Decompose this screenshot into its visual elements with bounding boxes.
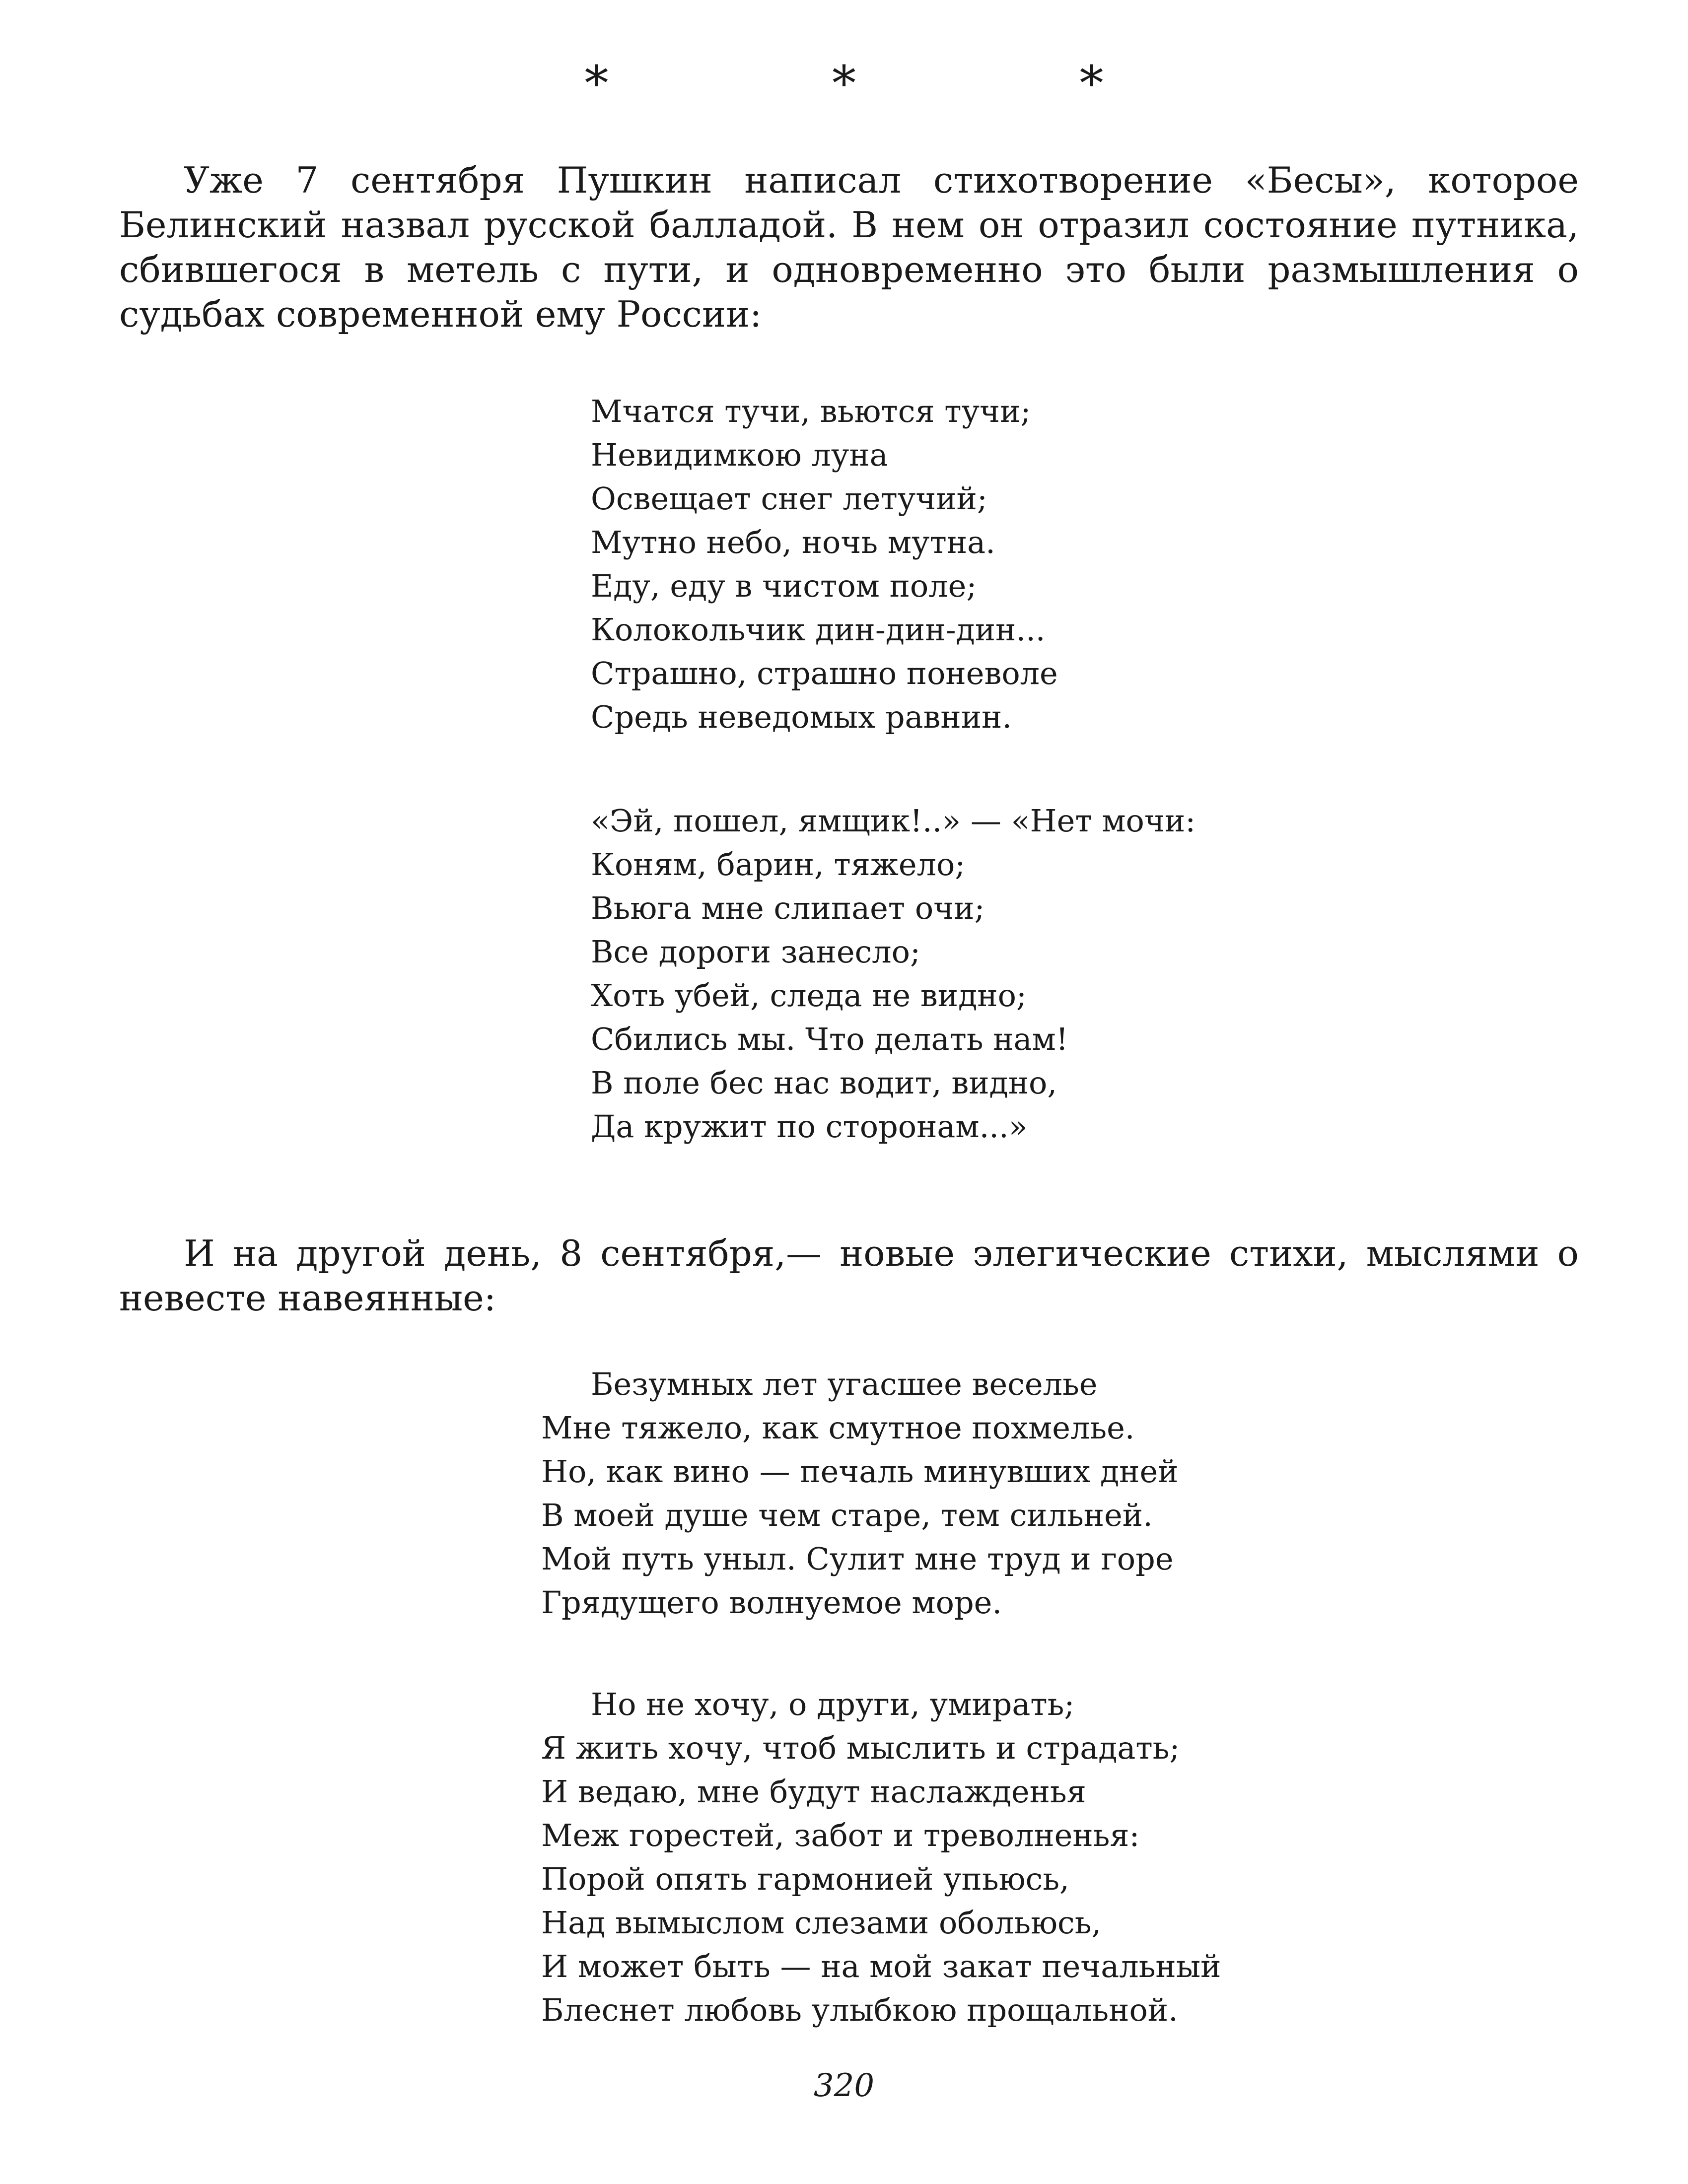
paragraph-elegy-intro: И на другой день, 8 сентября,— новые элегические стихи, мыслями о невесте навеянные: [119,1232,1579,1319]
verse-line: Над вымыслом слезами обольюсь, [541,1905,1102,1941]
verse-line: Порой опять гармонией упьюсь, [541,1861,1069,1897]
poem-elegy-stanza-2 [541,1683,1221,2032]
verse-line: Страшно, страшно поневоле [591,655,1058,691]
verse-line: Хоть убей, следа не видно; [591,977,1027,1014]
verse-line: В моей душе чем старе, тем сильней. [541,1497,1153,1533]
verse-line: Мне тяжело, как смутное похмелье. [541,1410,1135,1446]
verse-line: Средь неведомых равнин. [591,699,1012,735]
verse-line: Мутно небо, ночь мутна. [591,524,995,560]
verse-line: Грядущего волнуемое море. [541,1584,1002,1621]
verse-line: Я жить хочу, чтоб мыслить и страдать; [541,1730,1180,1766]
verse-line: Безумных лет угасшее веселье [591,1366,1098,1402]
verse-line: Освещает снег летучий; [591,480,987,517]
verse-line: Блеснет любовь улыбкою прощальной. [541,1992,1178,2028]
verse-line: Меж горестей, забот и треволненья: [541,1817,1140,1853]
paragraph-besy-intro: Уже 7 сентября Пушкин написал стихотворение «Бесы», которое Белинский назвал русской балладой. В нем он отразил состояние путника, сбившегося в метель с пути, и одновременно это были размышления о судьбах современной ему России: [119,159,1579,335]
page-number: 320 [813,2067,875,2104]
verse-line: Но не хочу, о други, умирать; [591,1686,1075,1722]
verse-line: Коням, барин, тяжело; [591,846,966,883]
verse-line: И ведаю, мне будут наслажденья [541,1774,1086,1810]
verse-line: Вьюга мне слипает очи; [591,890,985,926]
verse-line: Да кружит по сторонам...» [591,1108,1028,1145]
verse-line: Еду, еду в чистом поле; [591,568,977,604]
verse-line: В поле бес нас водит, видно, [591,1065,1057,1101]
verse-line: «Эй, пошел, ямщик!..» — «Нет мочи: [591,803,1196,839]
poem-besy-stanza-2 [591,799,1196,1149]
verse-line: Все дороги занесло; [591,934,920,970]
verse-line: Но, как вино — печаль минувших дней [541,1453,1179,1490]
verse-line: Колокольчик дин-дин-дин... [591,612,1046,648]
verse-line: Сбились мы. Что делать нам! [591,1021,1068,1057]
poem-elegy-stanza-1 [541,1363,1179,1625]
verse-line: Мчатся тучи, вьются тучи; [591,393,1031,429]
poem-besy-stanza-1 [591,390,1058,739]
section-ornament: * * * [584,56,1208,111]
verse-line: Невидимкою луна [591,437,888,473]
verse-line: Мой путь уныл. Сулит мне труд и горе [541,1541,1174,1577]
verse-line: И может быть — на мой закат печальный [541,1948,1221,1984]
